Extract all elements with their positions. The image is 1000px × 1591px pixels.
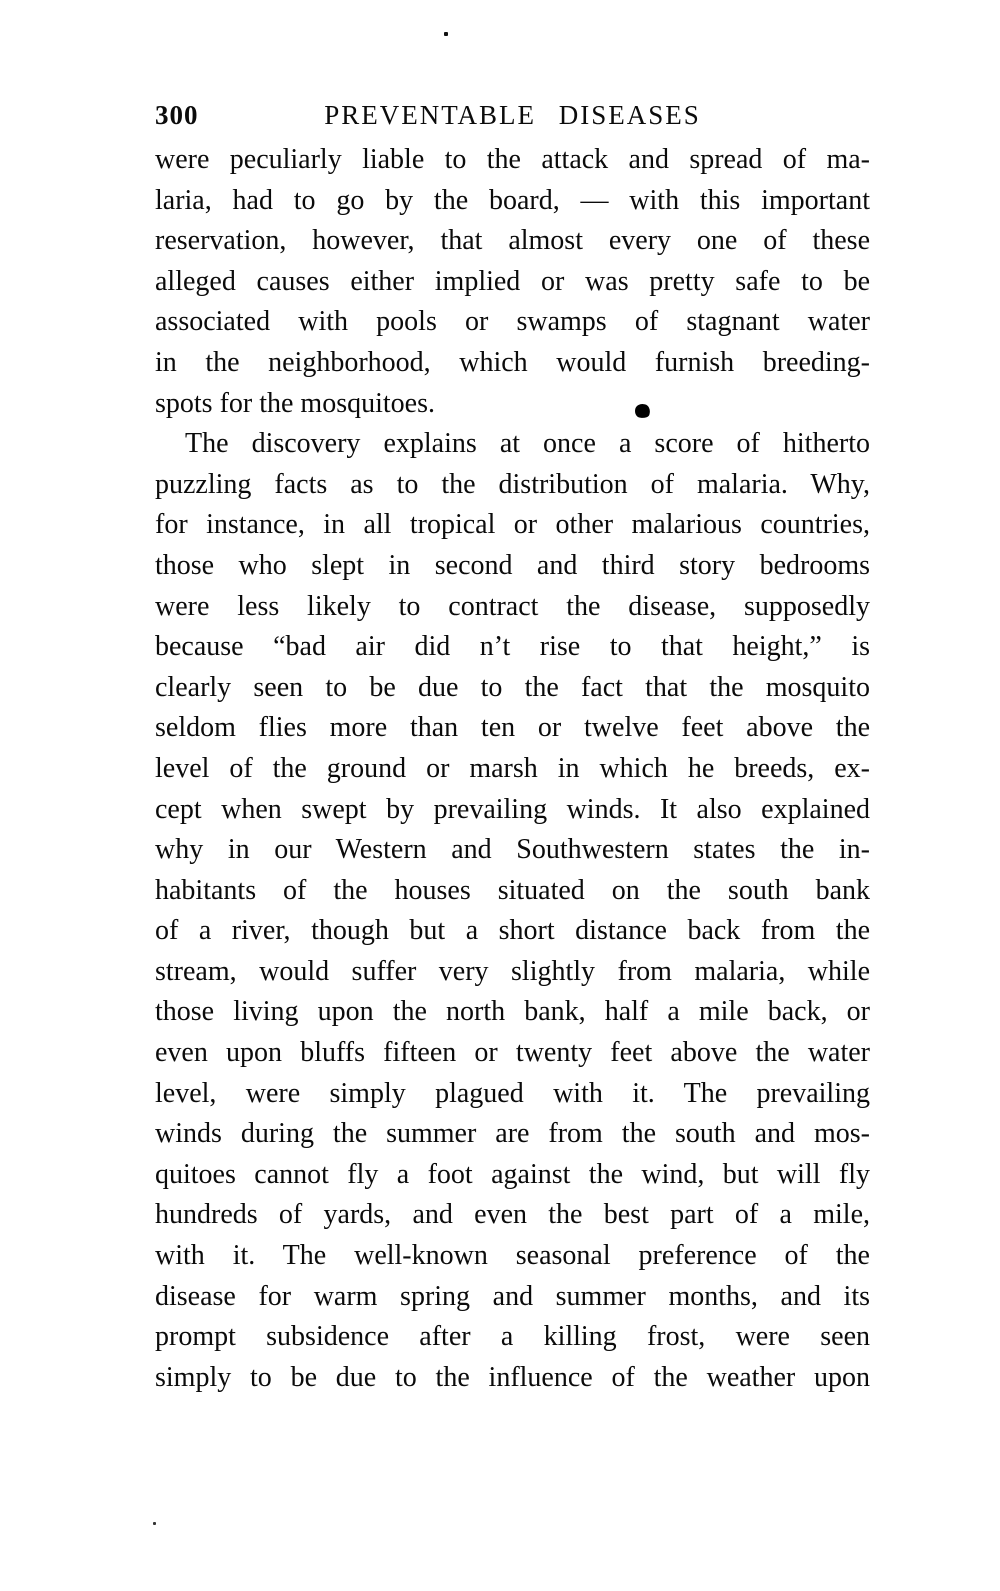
running-header [155,100,870,132]
text-line: in the neighborhood, which would furnish breeding- [155,346,870,378]
text-line: for instance, in all tropical or other malarious countries, [155,509,870,541]
text-line: winds during the summer are from the south and mos- [155,1118,870,1150]
text-line: associated with pools or swamps of stagnant water [155,306,870,338]
text-line: those who slept in second and third story bedrooms [155,549,870,581]
text-line: The discovery explains at once a score of hitherto [185,428,870,460]
page-body-text [155,140,870,1398]
page-number: 300 [155,100,199,130]
text-line: cept when swept by prevailing winds. It also explained [155,793,870,825]
running-title: PREVENTABLE DISEASES [324,100,701,130]
text-line: even upon bluffs fifteen or twenty feet above the water [155,1037,870,1069]
text-line: with it. The well-known seasonal preference of the [155,1240,870,1272]
text-line: level, were simply plagued with it. The prevailing [155,1077,870,1109]
text-line: quitoes cannot fly a foot against the wind, but will fly [155,1158,870,1190]
text-line: were less likely to contract the disease, supposedly [155,590,870,622]
text-line: seldom flies more than ten or twelve feet above the [155,712,870,744]
text-line: simply to be due to the influence of the weather upon [155,1361,870,1393]
text-line: reservation, however, that almost every one of these [155,225,870,257]
text-line: habitants of the houses situated on the south bank [155,874,870,906]
text-line: hundreds of yards, and even the best part of a mile, [155,1199,870,1231]
scan-speck-bottom [153,1522,156,1525]
text-line: disease for warm spring and summer months, and its [155,1280,870,1312]
text-line: puzzling facts as to the distribution of malaria. Why, [155,468,870,500]
text-line: clearly seen to be due to the fact that the mosquito [155,671,870,703]
text-line: stream, would suffer very slightly from malaria, while [155,955,870,987]
text-line: of a river, though but a short distance back from the [155,915,870,947]
text-line: spots for the mosquitoes. [155,387,435,419]
text-line: level of the ground or marsh in which he breeds, ex- [155,752,870,784]
text-line: were peculiarly liable to the attack and spread of ma- [155,144,870,175]
scan-speck-top [444,32,448,36]
text-line: prompt subsidence after a killing frost, were seen [155,1321,870,1353]
text-line: alleged causes either implied or was pretty safe to be [155,265,870,297]
text-line: laria, had to go by the board, — with this important [155,184,870,216]
text-line: those living upon the north bank, half a mile back, or [155,996,870,1028]
text-line: why in our Western and Southwestern states the in- [155,834,870,866]
text-line: because “bad air did n’t rise to that height,” is [155,631,870,663]
